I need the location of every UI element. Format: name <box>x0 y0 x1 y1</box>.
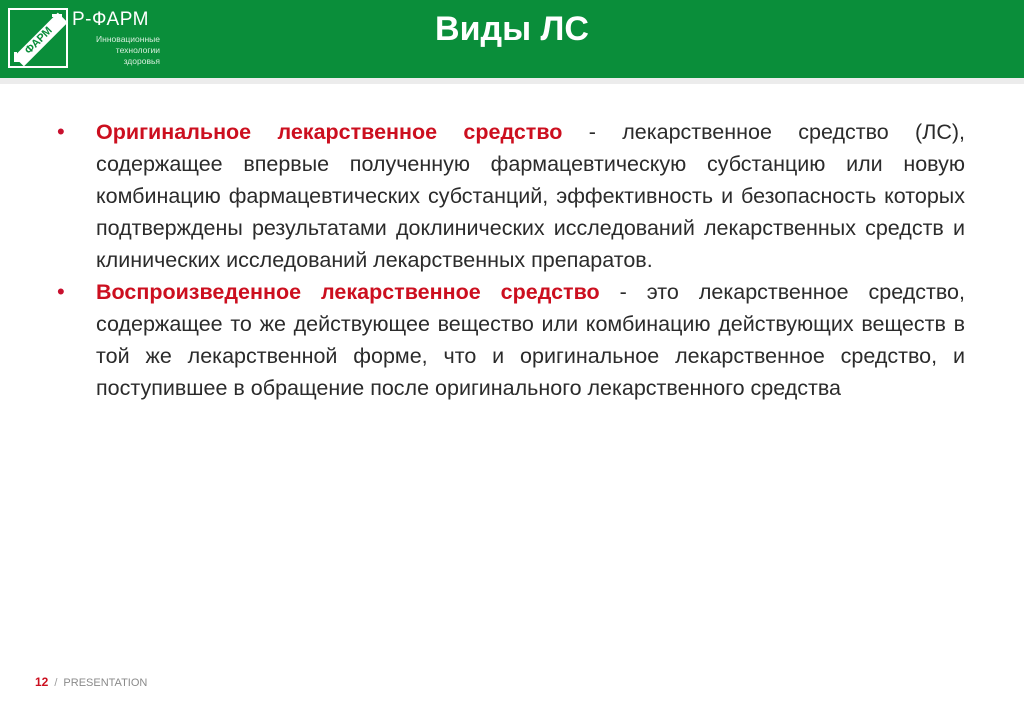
tagline-line: технологии <box>115 45 160 55</box>
footer-label: PRESENTATION <box>63 677 148 689</box>
definition-original: - лекарственное средство (ЛС), содержащее впервые полученную фармацевтическую субстанцию или новую комбинацию фармацевтических субстанций, эффективность и безопасность которых подтверждены результатами доклинических исследований лекарственных средств и клинических исследований лекарственных препаратов. <box>96 120 965 272</box>
bullet-dot-icon: • <box>57 279 65 304</box>
brand-name: Р-ФАРМ <box>72 9 149 30</box>
header-bar <box>0 0 1024 78</box>
slide-title: Виды ЛС <box>435 10 589 48</box>
definition-generic: - это лекарственное средство, содержащее то же действующее вещество или комбинацию действующих веществ в той же лекарственной форме, что и оригинальное лекарственное средство, и поступившее в обращение после оригинального лекарственного средства <box>96 280 965 400</box>
bullet-generic-drug <box>57 276 965 404</box>
svg-text:ФАРМ: ФАРМ <box>22 24 55 57</box>
bullet-dot-icon: • <box>57 119 65 144</box>
footer-separator: / <box>54 677 58 689</box>
tagline-line: здоровья <box>123 56 160 66</box>
term-generic: Воспроизведенное лекарственное средство <box>96 280 600 304</box>
tagline-line: Инновационные <box>96 34 160 44</box>
slide-content <box>57 116 965 404</box>
bullet-original-drug <box>57 116 965 276</box>
page-number: 12 <box>35 675 49 689</box>
header-divider <box>0 78 1024 84</box>
slide-footer <box>35 675 147 689</box>
term-original: Оригинальное лекарственное средство <box>96 120 563 144</box>
